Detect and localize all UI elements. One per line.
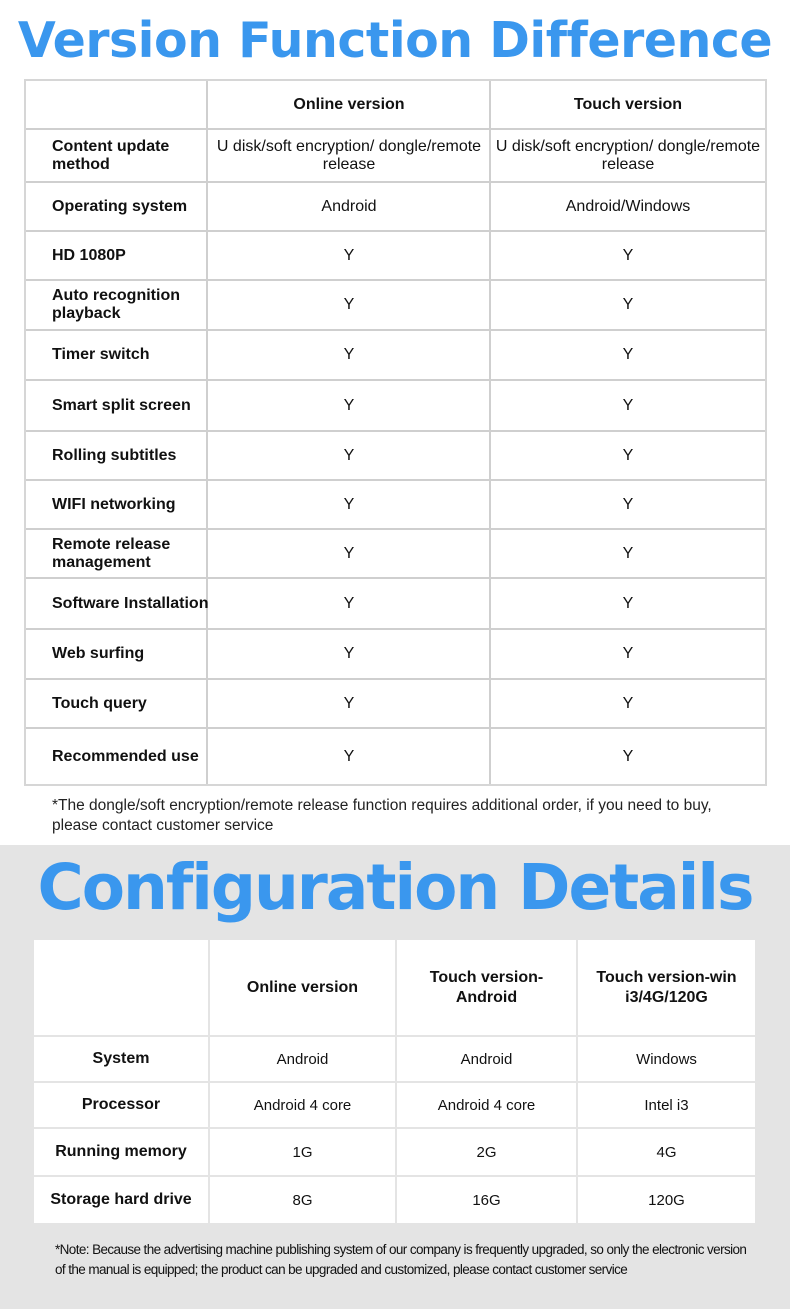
touch-value: Y <box>622 296 634 313</box>
online-value: Y <box>343 446 355 464</box>
feature-label: Web surfing <box>52 645 145 662</box>
touch-value: Y <box>622 645 634 662</box>
version-table <box>24 79 767 786</box>
feature-label: WIFI networking <box>52 495 176 513</box>
table-row <box>26 183 765 232</box>
online-value: Y <box>343 645 355 662</box>
table-row <box>26 630 765 680</box>
online-value: Y <box>343 296 355 313</box>
feature-label: Remote release management <box>52 535 171 571</box>
row-label: System <box>92 1050 150 1067</box>
table-row <box>26 232 765 281</box>
online-value: Y <box>343 495 355 513</box>
feature-label: Content update method <box>52 137 170 173</box>
touch-value: U disk/soft encryption/ dongle/remote release <box>495 137 761 173</box>
configuration-title: Configuration Details <box>37 851 753 924</box>
touch-win-value: Windows <box>636 1050 697 1068</box>
online-value: U disk/soft encryption/ dongle/remote release <box>216 137 482 173</box>
header-feature <box>52 81 222 128</box>
configuration-footnote: *Note: Because the advertising machine publishing system of our company is frequently upgraded, so only the electronic version of the manual is equipped; the product can be upgraded and customized, please contact customer service <box>55 1242 747 1277</box>
touch-value: Y <box>622 747 634 765</box>
table-header-row <box>26 81 765 130</box>
online-value: Y <box>343 694 355 712</box>
feature-label: Touch query <box>52 694 147 712</box>
touch-android-value: 16G <box>472 1191 501 1209</box>
table-row <box>26 130 765 183</box>
online-value: Y <box>343 594 355 612</box>
online-value: Y <box>343 396 355 414</box>
touch-android-value: Android <box>460 1050 513 1068</box>
online-value: Android <box>321 197 377 215</box>
touch-value: Y <box>622 396 634 414</box>
touch-win-value: Intel i3 <box>644 1096 689 1114</box>
header-touch-android: Touch version-Android <box>429 968 544 1006</box>
header-online-version: Online version <box>293 95 405 113</box>
touch-value: Y <box>622 694 634 712</box>
configuration-table <box>34 940 755 1223</box>
online-value: Android 4 core <box>253 1096 352 1114</box>
version-footnote: *The dongle/soft encryption/remote release function requires additional order, if you need to buy, please contact customer service <box>52 797 712 834</box>
feature-label: HD 1080P <box>52 246 126 264</box>
table-row <box>34 1129 755 1177</box>
version-title: Version Function Difference <box>17 12 773 69</box>
online-value: Android <box>276 1050 329 1068</box>
feature-label: Auto recognition playback <box>52 287 180 322</box>
touch-win-value: 4G <box>656 1143 677 1161</box>
configuration-section <box>0 845 790 1309</box>
online-value: Y <box>343 747 355 765</box>
touch-win-value: 120G <box>648 1191 685 1209</box>
touch-value: Y <box>622 446 634 464</box>
table-row <box>26 579 765 630</box>
online-value: Y <box>343 246 355 264</box>
table-row <box>26 381 765 432</box>
feature-label: Timer switch <box>52 346 150 363</box>
table-row <box>26 331 765 381</box>
touch-value: Android/Windows <box>565 197 691 215</box>
online-value: 8G <box>292 1191 313 1209</box>
row-label: Storage hard drive <box>50 1191 192 1208</box>
table-row <box>34 1037 755 1083</box>
online-value: Y <box>343 544 355 562</box>
header-touch-version: Touch version <box>573 95 683 113</box>
header-touch-win: Touch version-win i3/4G/120G <box>596 968 737 1006</box>
feature-label: Rolling subtitles <box>52 446 177 464</box>
touch-android-value: 2G <box>476 1143 497 1161</box>
table-row <box>26 729 765 784</box>
table-row <box>26 281 765 331</box>
table-row <box>26 481 765 530</box>
table-row <box>26 530 765 579</box>
touch-value: Y <box>622 346 634 363</box>
touch-value: Y <box>622 246 634 264</box>
feature-label: Recommended use <box>52 747 199 765</box>
row-label: Processor <box>81 1096 161 1113</box>
table-row <box>34 1083 755 1129</box>
touch-value: Y <box>622 544 634 562</box>
touch-android-value: Android 4 core <box>437 1096 536 1114</box>
feature-label: Operating system <box>52 197 188 215</box>
table-row <box>34 1177 755 1223</box>
table-header-row <box>34 940 755 1037</box>
table-row <box>26 432 765 481</box>
header-online-version: Online version <box>246 978 359 996</box>
table-row <box>26 680 765 729</box>
feature-label: Software Installation <box>52 594 209 612</box>
touch-value: Y <box>622 594 634 612</box>
online-value: Y <box>343 346 355 363</box>
header-label <box>34 940 208 1035</box>
feature-label: Smart split screen <box>52 396 191 414</box>
online-value: 1G <box>292 1143 313 1161</box>
row-label: Running memory <box>55 1143 187 1160</box>
touch-value: Y <box>622 495 634 513</box>
